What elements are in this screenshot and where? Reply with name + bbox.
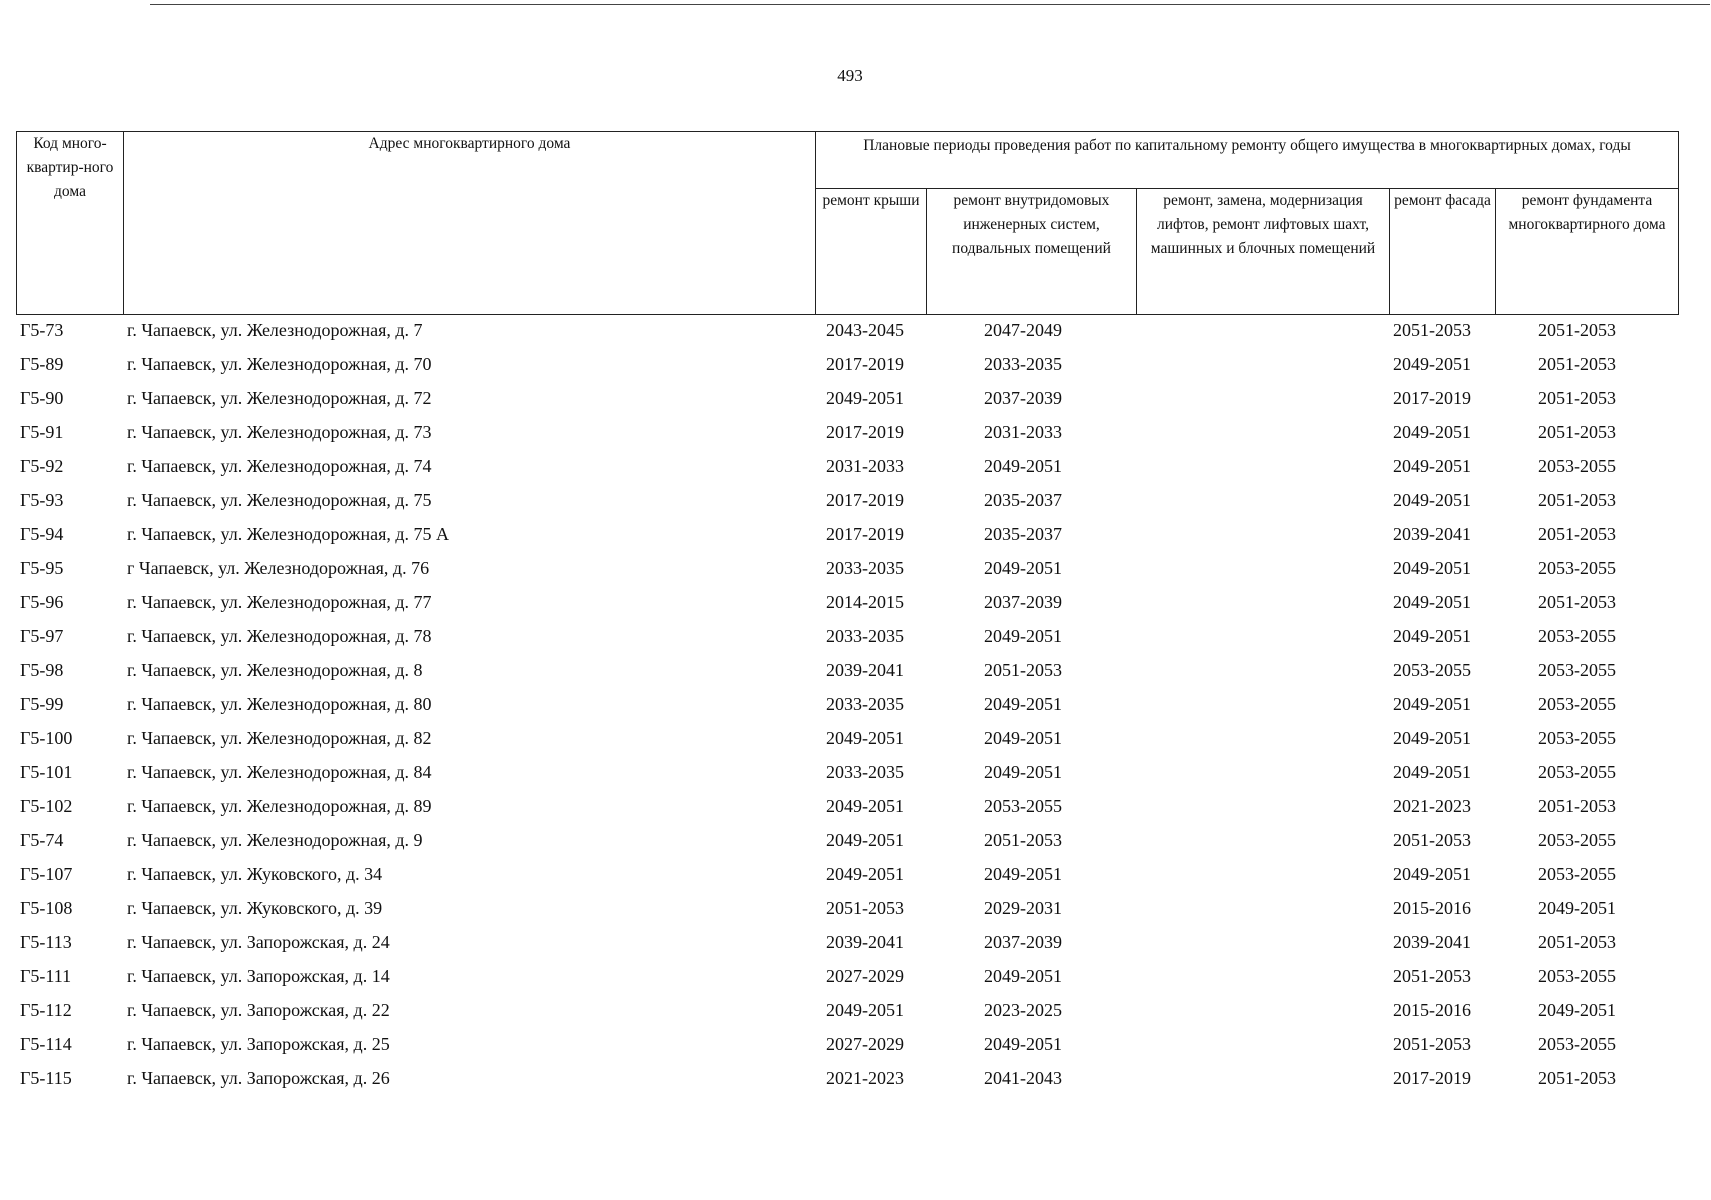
cell-address: г. Чапаевск, ул. Железнодорожная, д. 7 <box>127 320 423 340</box>
table-row <box>16 420 1676 454</box>
table-row <box>16 590 1676 624</box>
cell-code: Г5-74 <box>20 830 64 850</box>
cell-code: Г5-97 <box>20 626 64 646</box>
cell-engineering: 2031-2033 <box>984 422 1062 442</box>
cell-foundation: 2051-2053 <box>1538 932 1616 952</box>
cell-engineering: 2023-2025 <box>984 1000 1062 1020</box>
cell-facade: 2015-2016 <box>1393 1000 1471 1020</box>
cell-code: Г5-112 <box>20 1000 72 1020</box>
cell-facade: 2049-2051 <box>1393 592 1471 612</box>
cell-address: г. Чапаевск, ул. Железнодорожная, д. 73 <box>127 422 432 442</box>
cell-address: г. Чапаевск, ул. Железнодорожная, д. 75 <box>127 490 432 510</box>
cell-engineering: 2047-2049 <box>984 320 1062 340</box>
cell-facade: 2049-2051 <box>1393 558 1471 578</box>
table-row <box>16 318 1676 352</box>
top-rule <box>150 4 1710 5</box>
header-periods-group: Плановые периоды проведения работ по капитальному ремонту общего имущества в многоквартирных домах, годы <box>816 132 1679 189</box>
cell-address: г. Чапаевск, ул. Железнодорожная, д. 72 <box>127 388 432 408</box>
cell-foundation: 2051-2053 <box>1538 524 1616 544</box>
cell-facade: 2039-2041 <box>1393 932 1471 952</box>
cell-engineering: 2049-2051 <box>984 558 1062 578</box>
cell-code: Г5-100 <box>20 728 73 748</box>
cell-code: Г5-98 <box>20 660 64 680</box>
cell-roof: 2051-2053 <box>826 898 904 918</box>
cell-facade: 2015-2016 <box>1393 898 1471 918</box>
cell-address: г. Чапаевск, ул. Железнодорожная, д. 80 <box>127 694 432 714</box>
cell-address: г. Чапаевск, ул. Запорожская, д. 22 <box>127 1000 390 1020</box>
header-address: Адрес многоквартирного дома <box>124 132 816 315</box>
cell-code: Г5-111 <box>20 966 72 986</box>
table-row <box>16 862 1676 896</box>
cell-roof: 2049-2051 <box>826 388 904 408</box>
cell-facade: 2049-2051 <box>1393 694 1471 714</box>
table-row <box>16 658 1676 692</box>
cell-code: Г5-95 <box>20 558 64 578</box>
cell-roof: 2033-2035 <box>826 694 904 714</box>
cell-facade: 2049-2051 <box>1393 762 1471 782</box>
cell-foundation: 2049-2051 <box>1538 1000 1616 1020</box>
cell-address: г. Чапаевск, ул. Железнодорожная, д. 82 <box>127 728 432 748</box>
table-row <box>16 828 1676 862</box>
cell-engineering: 2041-2043 <box>984 1068 1062 1088</box>
table-row <box>16 794 1676 828</box>
cell-address: г. Чапаевск, ул. Железнодорожная, д. 77 <box>127 592 432 612</box>
cell-foundation: 2053-2055 <box>1538 762 1616 782</box>
table-row <box>16 726 1676 760</box>
table-row <box>16 930 1676 964</box>
cell-engineering: 2037-2039 <box>984 932 1062 952</box>
cell-roof: 2033-2035 <box>826 762 904 782</box>
cell-engineering: 2049-2051 <box>984 864 1062 884</box>
cell-roof: 2017-2019 <box>826 354 904 374</box>
cell-engineering: 2035-2037 <box>984 524 1062 544</box>
cell-address: г. Чапаевск, ул. Железнодорожная, д. 9 <box>127 830 423 850</box>
cell-roof: 2043-2045 <box>826 320 904 340</box>
table-row <box>16 386 1676 420</box>
header-roof: ремонт крыши <box>816 189 927 315</box>
cell-foundation: 2053-2055 <box>1538 830 1616 850</box>
cell-code: Г5-108 <box>20 898 73 918</box>
cell-engineering: 2037-2039 <box>984 592 1062 612</box>
cell-facade: 2049-2051 <box>1393 490 1471 510</box>
cell-address: г. Чапаевск, ул. Запорожская, д. 14 <box>127 966 390 986</box>
cell-address: г. Чапаевск, ул. Железнодорожная, д. 8 <box>127 660 423 680</box>
cell-facade: 2051-2053 <box>1393 320 1471 340</box>
cell-roof: 2049-2051 <box>826 728 904 748</box>
cell-foundation: 2051-2053 <box>1538 1068 1616 1088</box>
cell-code: Г5-73 <box>20 320 64 340</box>
cell-address: г Чапаевск, ул. Железнодорожная, д. 76 <box>127 558 430 578</box>
cell-facade: 2051-2053 <box>1393 830 1471 850</box>
table-row <box>16 998 1676 1032</box>
cell-code: Г5-90 <box>20 388 64 408</box>
cell-roof: 2027-2029 <box>826 1034 904 1054</box>
cell-roof: 2049-2051 <box>826 864 904 884</box>
cell-roof: 2049-2051 <box>826 830 904 850</box>
cell-foundation: 2053-2055 <box>1538 966 1616 986</box>
cell-roof: 2027-2029 <box>826 966 904 986</box>
cell-engineering: 2049-2051 <box>984 762 1062 782</box>
table-row <box>16 454 1676 488</box>
cell-roof: 2017-2019 <box>826 422 904 442</box>
cell-address: г. Чапаевск, ул. Запорожская, д. 24 <box>127 932 390 952</box>
cell-roof: 2039-2041 <box>826 660 904 680</box>
table-row <box>16 760 1676 794</box>
cell-code: Г5-107 <box>20 864 73 884</box>
header-code: Код много-квартир-ного дома <box>17 132 124 315</box>
cell-roof: 2039-2041 <box>826 932 904 952</box>
cell-engineering: 2053-2055 <box>984 796 1062 816</box>
cell-roof: 2021-2023 <box>826 1068 904 1088</box>
table-row <box>16 624 1676 658</box>
header-lifts: ремонт, замена, модернизация лифтов, ремонт лифтовых шахт, машинных и блочных помещений <box>1137 189 1390 315</box>
cell-address: г. Чапаевск, ул. Запорожская, д. 25 <box>127 1034 390 1054</box>
cell-code: Г5-96 <box>20 592 64 612</box>
cell-engineering: 2049-2051 <box>984 694 1062 714</box>
cell-engineering: 2033-2035 <box>984 354 1062 374</box>
cell-foundation: 2051-2053 <box>1538 320 1616 340</box>
cell-foundation: 2053-2055 <box>1538 660 1616 680</box>
table-row <box>16 896 1676 930</box>
cell-code: Г5-115 <box>20 1068 72 1088</box>
cell-foundation: 2053-2055 <box>1538 558 1616 578</box>
table-row <box>16 488 1676 522</box>
cell-address: г. Чапаевск, ул. Жуковского, д. 34 <box>127 864 383 884</box>
header-facade: ремонт фасада <box>1390 189 1496 315</box>
table-header <box>16 131 1679 315</box>
table-body <box>16 318 1676 1100</box>
cell-engineering: 2037-2039 <box>984 388 1062 408</box>
cell-code: Г5-92 <box>20 456 64 476</box>
cell-code: Г5-93 <box>20 490 64 510</box>
cell-code: Г5-113 <box>20 932 72 952</box>
cell-facade: 2053-2055 <box>1393 660 1471 680</box>
cell-foundation: 2053-2055 <box>1538 864 1616 884</box>
cell-address: г. Чапаевск, ул. Жуковского, д. 39 <box>127 898 383 918</box>
cell-address: г. Чапаевск, ул. Запорожская, д. 26 <box>127 1068 390 1088</box>
cell-foundation: 2051-2053 <box>1538 490 1616 510</box>
table-row <box>16 1066 1676 1100</box>
cell-roof: 2017-2019 <box>826 524 904 544</box>
cell-engineering: 2049-2051 <box>984 728 1062 748</box>
cell-roof: 2049-2051 <box>826 796 904 816</box>
table-row <box>16 522 1676 556</box>
cell-engineering: 2029-2031 <box>984 898 1062 918</box>
cell-engineering: 2049-2051 <box>984 1034 1062 1054</box>
cell-foundation: 2051-2053 <box>1538 592 1616 612</box>
cell-roof: 2033-2035 <box>826 558 904 578</box>
cell-code: Г5-102 <box>20 796 73 816</box>
cell-facade: 2017-2019 <box>1393 388 1471 408</box>
cell-engineering: 2035-2037 <box>984 490 1062 510</box>
cell-facade: 2049-2051 <box>1393 728 1471 748</box>
cell-roof: 2031-2033 <box>826 456 904 476</box>
table-row <box>16 692 1676 726</box>
table-row <box>16 352 1676 386</box>
cell-facade: 2051-2053 <box>1393 1034 1471 1054</box>
cell-foundation: 2051-2053 <box>1538 422 1616 442</box>
cell-code: Г5-94 <box>20 524 64 544</box>
cell-facade: 2049-2051 <box>1393 626 1471 646</box>
cell-engineering: 2049-2051 <box>984 966 1062 986</box>
cell-address: г. Чапаевск, ул. Железнодорожная, д. 75 А <box>127 524 450 544</box>
cell-address: г. Чапаевск, ул. Железнодорожная, д. 70 <box>127 354 432 374</box>
cell-roof: 2014-2015 <box>826 592 904 612</box>
cell-code: Г5-89 <box>20 354 64 374</box>
cell-code: Г5-101 <box>20 762 73 782</box>
cell-foundation: 2053-2055 <box>1538 728 1616 748</box>
cell-facade: 2039-2041 <box>1393 524 1471 544</box>
cell-engineering: 2049-2051 <box>984 626 1062 646</box>
cell-facade: 2021-2023 <box>1393 796 1471 816</box>
cell-roof: 2049-2051 <box>826 1000 904 1020</box>
cell-engineering: 2049-2051 <box>984 456 1062 476</box>
cell-facade: 2049-2051 <box>1393 864 1471 884</box>
cell-address: г. Чапаевск, ул. Железнодорожная, д. 74 <box>127 456 432 476</box>
cell-code: Г5-91 <box>20 422 64 442</box>
cell-code: Г5-114 <box>20 1034 72 1054</box>
cell-foundation: 2051-2053 <box>1538 354 1616 374</box>
header-foundation: ремонт фундамента многоквартирного дома <box>1496 189 1679 315</box>
cell-facade: 2051-2053 <box>1393 966 1471 986</box>
table-row <box>16 964 1676 998</box>
cell-code: Г5-99 <box>20 694 64 714</box>
cell-foundation: 2051-2053 <box>1538 388 1616 408</box>
cell-address: г. Чапаевск, ул. Железнодорожная, д. 89 <box>127 796 432 816</box>
table-row <box>16 1032 1676 1066</box>
cell-foundation: 2049-2051 <box>1538 898 1616 918</box>
cell-roof: 2033-2035 <box>826 626 904 646</box>
cell-facade: 2049-2051 <box>1393 456 1471 476</box>
cell-roof: 2017-2019 <box>826 490 904 510</box>
cell-engineering: 2051-2053 <box>984 660 1062 680</box>
table-row <box>16 556 1676 590</box>
cell-facade: 2049-2051 <box>1393 422 1471 442</box>
cell-facade: 2017-2019 <box>1393 1068 1471 1088</box>
cell-engineering: 2051-2053 <box>984 830 1062 850</box>
header-engineering: ремонт внутридомовых инженерных систем, подвальных помещений <box>927 189 1137 315</box>
cell-foundation: 2053-2055 <box>1538 694 1616 714</box>
cell-foundation: 2053-2055 <box>1538 1034 1616 1054</box>
cell-address: г. Чапаевск, ул. Железнодорожная, д. 84 <box>127 762 432 782</box>
cell-facade: 2049-2051 <box>1393 354 1471 374</box>
cell-address: г. Чапаевск, ул. Железнодорожная, д. 78 <box>127 626 432 646</box>
cell-foundation: 2051-2053 <box>1538 796 1616 816</box>
cell-foundation: 2053-2055 <box>1538 456 1616 476</box>
page-number: 493 <box>837 66 863 85</box>
cell-foundation: 2053-2055 <box>1538 626 1616 646</box>
